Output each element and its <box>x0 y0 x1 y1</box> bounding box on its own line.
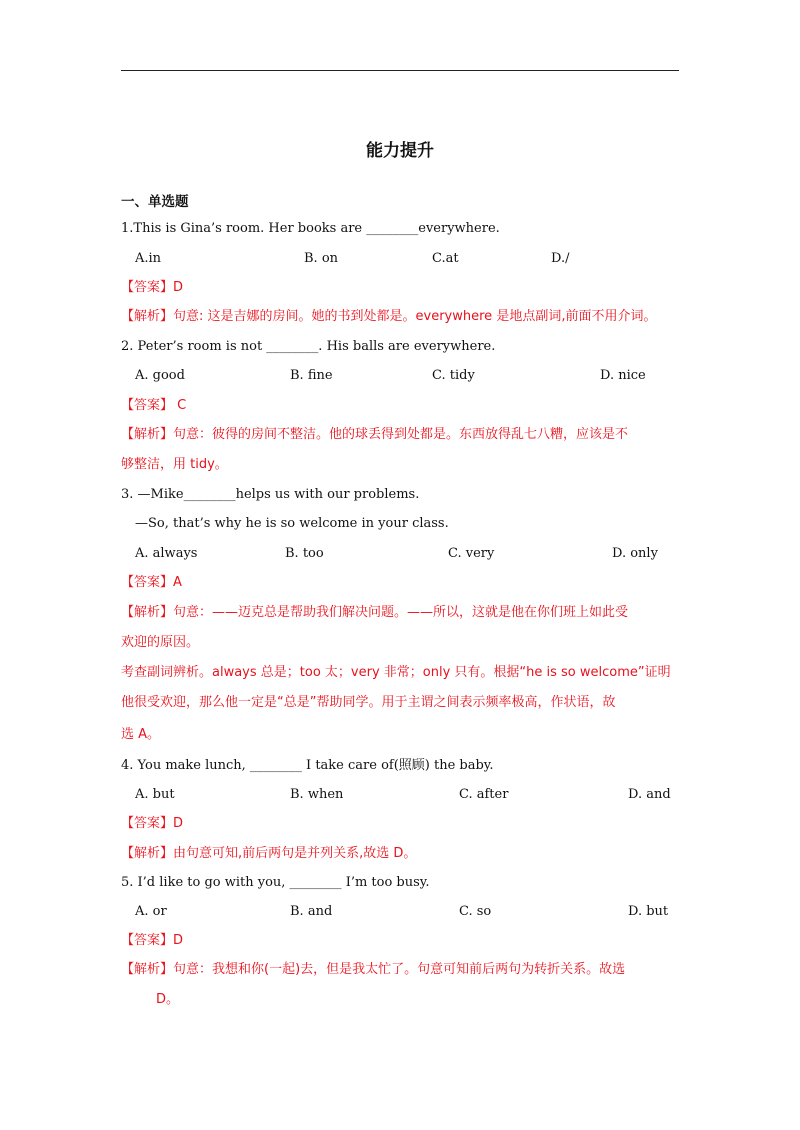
q4-answer <box>121 815 183 833</box>
q5-option-a: A. or <box>135 904 167 919</box>
answer-tag: 【答案】 <box>121 398 174 413</box>
analysis-text: 句意：彼得的房间不整洁。他的球丢得到处都是。东西放得乱七八糟，应该是不 <box>173 427 629 442</box>
q4-option-b: B. when <box>290 787 344 802</box>
q4-option-a: A. but <box>135 787 175 802</box>
q1-option-d: D./ <box>551 251 570 266</box>
question-3-stem-reply: —So, that’s why he is so welcome in your class. <box>135 516 449 531</box>
q1-answer <box>121 279 183 297</box>
answer-value: D <box>173 933 184 948</box>
analysis-tag: 【解析】 <box>121 846 174 861</box>
answer-value: C <box>173 398 187 413</box>
q5-analysis <box>121 961 625 979</box>
q5-option-c: C. so <box>459 904 492 919</box>
answer-tag: 【答案】 <box>121 816 174 831</box>
q3-option-d: D. only <box>612 546 658 561</box>
q2-analysis <box>121 426 628 444</box>
q5-option-d: D. but <box>628 904 669 919</box>
section-title: 一、单选题 <box>121 194 189 210</box>
q2-option-c: C. tidy <box>432 368 475 383</box>
q2-option-a: A. good <box>135 368 185 383</box>
page-title: 能力提升 <box>366 141 434 161</box>
answer-tag: 【答案】 <box>121 280 174 295</box>
q3-analysis-line4: 他很受欢迎，那么他一定是“总是”帮助同学。用于主谓之间表示频率极高，作状语，故 <box>121 695 616 710</box>
question-2-stem: 2. Peter’s room is not ________. His balls are everywhere. <box>121 339 496 354</box>
q4-option-d: D. and <box>628 787 671 802</box>
analysis-tag: 【解析】 <box>121 427 174 442</box>
q5-analysis-cont: D。 <box>156 992 180 1007</box>
q1-option-c: C.at <box>432 251 459 266</box>
analysis-text: 由句意可知,前后两句是并列关系,故选 D。 <box>173 846 417 861</box>
q4-analysis <box>121 845 416 863</box>
answer-value: A <box>173 575 182 590</box>
q1-option-a: A.in <box>135 251 162 266</box>
q4-option-c: C. after <box>459 787 509 802</box>
q2-option-b: B. fine <box>290 368 333 383</box>
q3-answer <box>121 574 182 592</box>
answer-tag: 【答案】 <box>121 575 174 590</box>
q2-analysis-cont: 够整洁，用 tidy。 <box>121 457 228 472</box>
q3-option-b: B. too <box>285 546 324 561</box>
analysis-text: 句意：——迈克总是帮助我们解决问题。——所以，这就是他在你们班上如此受 <box>173 605 629 620</box>
analysis-text: 句意: 这是吉娜的房间。她的书到处都是。everywhere 是地点副词,前面不用介词。 <box>173 309 657 324</box>
q3-option-c: C. very <box>448 546 495 561</box>
analysis-text: 句意：我想和你(一起)去，但是我太忙了。句意可知前后两句为转折关系。故选 <box>173 962 626 977</box>
question-4-stem: 4. You make lunch, ________ I take care of(照顾) the baby. <box>121 758 494 773</box>
q3-option-a: A. always <box>135 546 198 561</box>
q3-analysis-line2: 欢迎的原因。 <box>121 635 200 650</box>
q3-analysis-line5: 选 A。 <box>121 727 161 742</box>
q2-option-d: D. nice <box>600 368 646 383</box>
question-1-stem: 1.This is Gina’s room. Her books are ________everywhere. <box>121 221 500 236</box>
analysis-tag: 【解析】 <box>121 962 174 977</box>
q1-option-b: B. on <box>304 251 339 266</box>
analysis-tag: 【解析】 <box>121 309 174 324</box>
question-3-stem: 3. —Mike________helps us with our problems. <box>121 487 420 502</box>
q5-answer <box>121 932 183 950</box>
q2-answer <box>121 397 186 415</box>
question-5-stem: 5. I’d like to go with you, ________ I’m too busy. <box>121 875 430 890</box>
answer-value: D <box>173 816 184 831</box>
answer-value: D <box>173 280 184 295</box>
header-rule <box>121 70 679 71</box>
q1-analysis <box>121 308 656 326</box>
analysis-tag: 【解析】 <box>121 605 174 620</box>
q5-option-b: B. and <box>290 904 333 919</box>
q3-analysis-line3: 考查副词辨析。always 总是；too 太；very 非常；only 只有。根据“he is so welcome”证明 <box>121 665 671 680</box>
q3-analysis <box>121 604 628 622</box>
answer-tag: 【答案】 <box>121 933 174 948</box>
